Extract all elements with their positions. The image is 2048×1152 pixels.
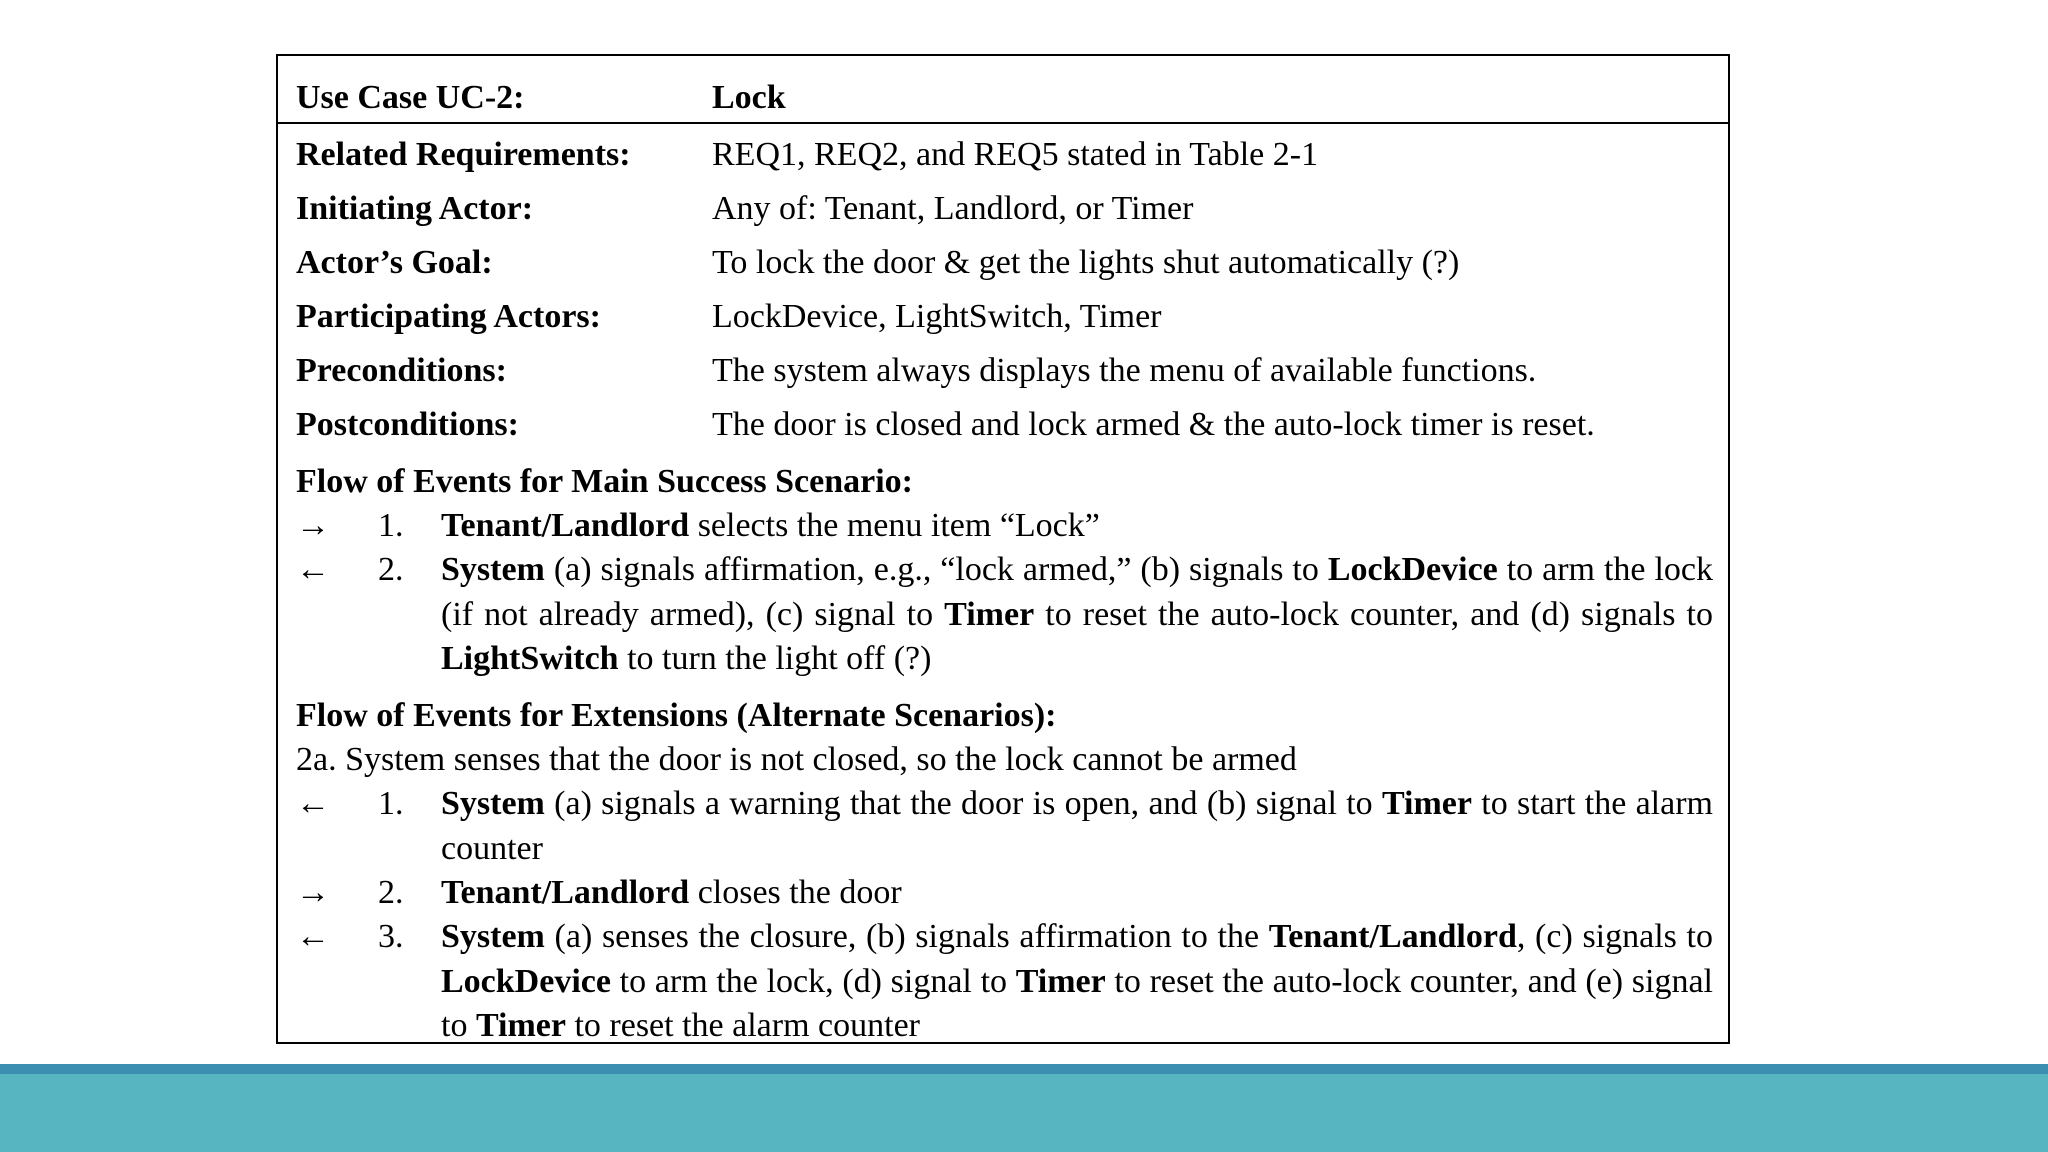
ext-step-1-number: 1. (378, 785, 404, 822)
bold-term: Timer (944, 595, 1035, 633)
ext-step-3-number: 3. (378, 918, 404, 955)
main-step-2-arrow: ← (296, 551, 330, 588)
field-label-initiating-actor: Initiating Actor: (296, 190, 534, 227)
ext-step-3-arrow: ← (296, 918, 330, 955)
ext-step-1-arrow: ← (296, 785, 330, 822)
main-step-1-number: 1. (378, 507, 404, 544)
extensions-condition: 2a. System senses that the door is not closed, so the lock cannot be armed (296, 741, 1297, 778)
field-value-actors-goal: To lock the door & get the lights shut automatically (?) (712, 244, 1460, 281)
use-case-header (278, 56, 1728, 124)
bold-term: System (441, 785, 545, 822)
bold-term: Tenant/Landlord (441, 874, 690, 911)
main-step-1-arrow: → (296, 507, 330, 544)
field-label-postconditions: Postconditions: (296, 406, 519, 443)
field-value-preconditions: The system always displays the menu of available functions. (712, 352, 1537, 389)
field-label-related-requirements: Related Requirements: (296, 136, 631, 173)
ext-step-3-text: System (a) senses the closure, (b) signals affirmation to the Tenant/Landlord, (c) signals to LockDevice to arm the lock, (d) signal to Timer to reset the auto-lock counter, and (e) signal to Timer to reset the alarm counter (441, 918, 1713, 1044)
main-step-2-text: System (a) signals affirmation, e.g., “lock armed,” (b) signals to LockDevice to arm the lock (if not already armed), (c) signal to Timer to reset the auto-lock counter, and (d) signals to LightSwitch to turn the light off (?) (441, 551, 1714, 677)
ext-step-2-arrow: → (296, 874, 330, 911)
use-case-id-label: Use Case UC-2: (296, 79, 525, 116)
extensions-heading: Flow of Events for Extensions (Alternate Scenarios): (296, 697, 1057, 734)
field-label-participating-actors: Participating Actors: (296, 298, 601, 335)
ext-step-1-text: System (a) signals a warning that the door is open, and (b) signal to Timer to start the alarm counter (441, 785, 1713, 867)
bold-term: LockDevice (441, 962, 611, 1000)
field-value-initiating-actor: Any of: Tenant, Landlord, or Timer (712, 190, 1194, 227)
main-step-1-text: Tenant/Landlord selects the menu item “Lock” (441, 507, 1100, 544)
field-label-actors-goal: Actor’s Goal: (296, 244, 493, 281)
use-case-table (276, 54, 1730, 1044)
bold-term: LightSwitch (441, 640, 619, 677)
main-flow-heading: Flow of Events for Main Success Scenario: (296, 463, 913, 500)
footer-accent-line (0, 1064, 2048, 1074)
bold-term: Timer (475, 1007, 566, 1044)
bold-term: Tenant/Landlord (441, 507, 690, 544)
field-value-postconditions: The door is closed and lock armed & the auto-lock timer is reset. (712, 406, 1595, 443)
field-label-preconditions: Preconditions: (296, 352, 507, 389)
bold-term: System (441, 918, 545, 955)
field-value-participating-actors: LockDevice, LightSwitch, Timer (712, 298, 1162, 335)
use-case-name: Lock (712, 79, 786, 116)
ext-step-2-text: Tenant/Landlord closes the door (441, 874, 902, 911)
field-value-related-requirements: REQ1, REQ2, and REQ5 stated in Table 2-1 (712, 136, 1319, 173)
bold-term: Timer (1381, 785, 1472, 822)
bold-term: System (441, 551, 545, 588)
footer-bar (0, 1074, 2048, 1152)
ext-step-2-number: 2. (378, 874, 404, 911)
main-step-2-number: 2. (378, 551, 404, 588)
bold-term: LockDevice (1327, 551, 1498, 588)
bold-term: Timer (1015, 962, 1106, 1000)
bold-term: Tenant/Landlord (1268, 918, 1517, 955)
